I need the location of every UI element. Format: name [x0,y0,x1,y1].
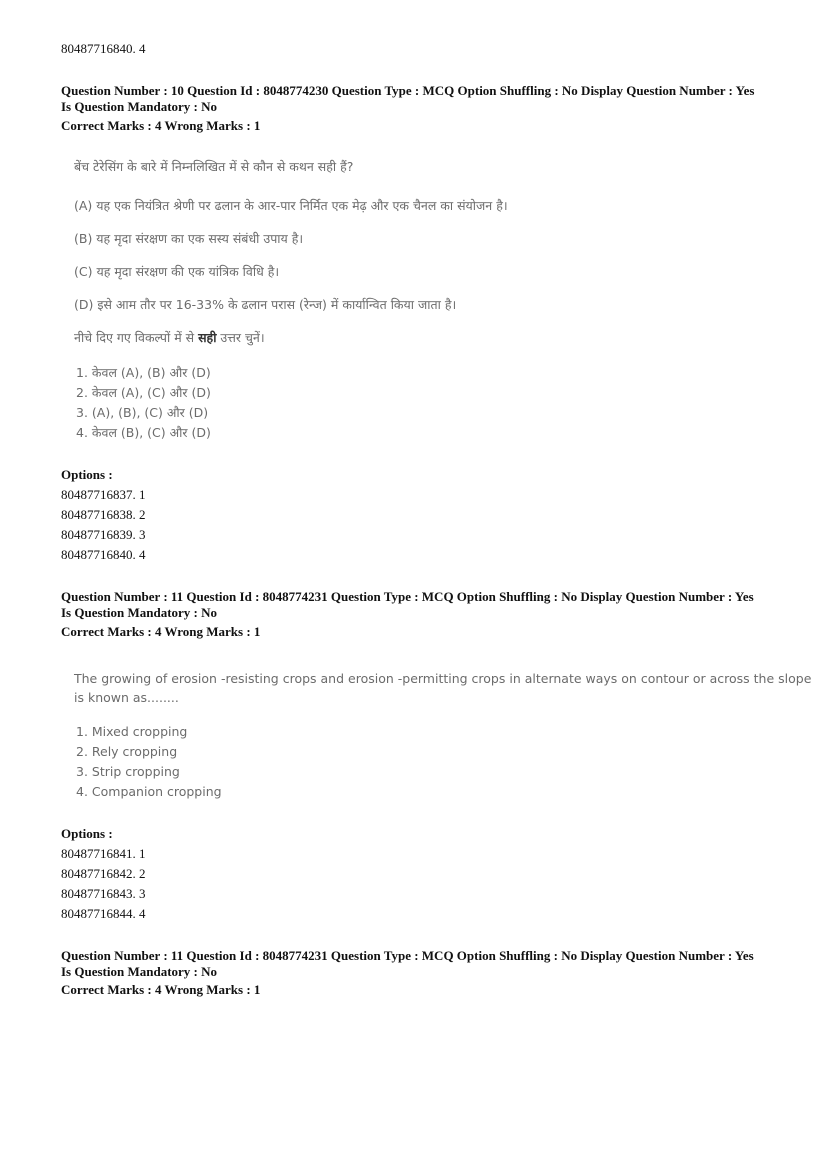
q10-choice-2: 2. केवल (A), (C) और (D) [76,385,211,400]
q10-statement-d: (D) इसे आम तौर पर 16-33% के ढलान परास (रेन्ज) में कार्यान्वित किया जाता है। [74,297,457,312]
q11-meta-line-1: Question Number : 11 Question Id : 8048774231 Question Type : MCQ Option Shuffling : No Display Question Number : Yes [61,589,754,604]
q11b-meta-line-2: Is Question Mandatory : No [61,964,218,979]
q11-choice-4: 4. Companion cropping [76,784,222,799]
q11-choice-1: 1. Mixed cropping [76,724,188,739]
q10-options-label: Options : [61,467,113,482]
q11-choice-2: 2. Rely cropping [76,744,178,759]
q11-stem-line-2: is known as........ [74,690,179,705]
q10-choice-1: 1. केवल (A), (B) और (D) [76,365,211,380]
q11b-marks: Correct Marks : 4 Wrong Marks : 1 [61,982,261,997]
q10-option-id-2: 80487716838. 2 [61,507,146,522]
q10-instruction-bold: सही [198,330,217,345]
q10-option-id-3: 80487716839. 3 [61,527,146,542]
q10-statement-b: (B) यह मृदा संरक्षण का एक सस्य संबंधी उपाय है। [74,231,304,246]
q10-marks: Correct Marks : 4 Wrong Marks : 1 [61,118,261,133]
q11-meta-line-2: Is Question Mandatory : No [61,605,218,620]
q11-options-label: Options : [61,826,113,841]
q10-option-id-1: 80487716837. 1 [61,487,146,502]
prev-option-line: 80487716840. 4 [61,41,146,56]
q10-instruction [74,329,265,346]
q11-marks: Correct Marks : 4 Wrong Marks : 1 [61,624,261,639]
q10-meta-line-2: Is Question Mandatory : No [61,99,218,114]
q11b-meta-line-1: Question Number : 11 Question Id : 8048774231 Question Type : MCQ Option Shuffling : No Display Question Number : Yes [61,948,754,963]
q11-stem-line-1: The growing of erosion -resisting crops and erosion -permitting crops in alternate ways on contour or across the slope [74,671,812,686]
q10-choice-4: 4. केवल (B), (C) और (D) [76,425,211,440]
q10-statement-a: (A) यह एक नियंत्रित श्रेणी पर ढलान के आर-पार निर्मित एक मेढ़ और एक चैनल का संयोजन है। [74,198,508,213]
q10-stem: बेंच टेरेसिंग के बारे में निम्नलिखित में से कौन से कथन सही हैं? [74,159,354,174]
q10-instruction-pre: नीचे दिए गए विकल्पों में से [74,330,199,345]
q11-option-id-3: 80487716843. 3 [61,886,146,901]
q11-option-id-2: 80487716842. 2 [61,866,146,881]
q11-option-id-1: 80487716841. 1 [61,846,146,861]
q11-choice-3: 3. Strip cropping [76,764,180,779]
q10-option-id-4: 80487716840. 4 [61,547,146,562]
q11-option-id-4: 80487716844. 4 [61,906,146,921]
q10-instruction-post: उत्तर चुनें। [216,330,265,345]
q10-choice-3: 3. (A), (B), (C) और (D) [76,405,209,420]
q10-statement-c: (C) यह मृदा संरक्षण की एक यांत्रिक विधि है। [74,264,280,279]
q10-meta-line-1: Question Number : 10 Question Id : 8048774230 Question Type : MCQ Option Shuffling : No Display Question Number : Yes [61,83,755,98]
